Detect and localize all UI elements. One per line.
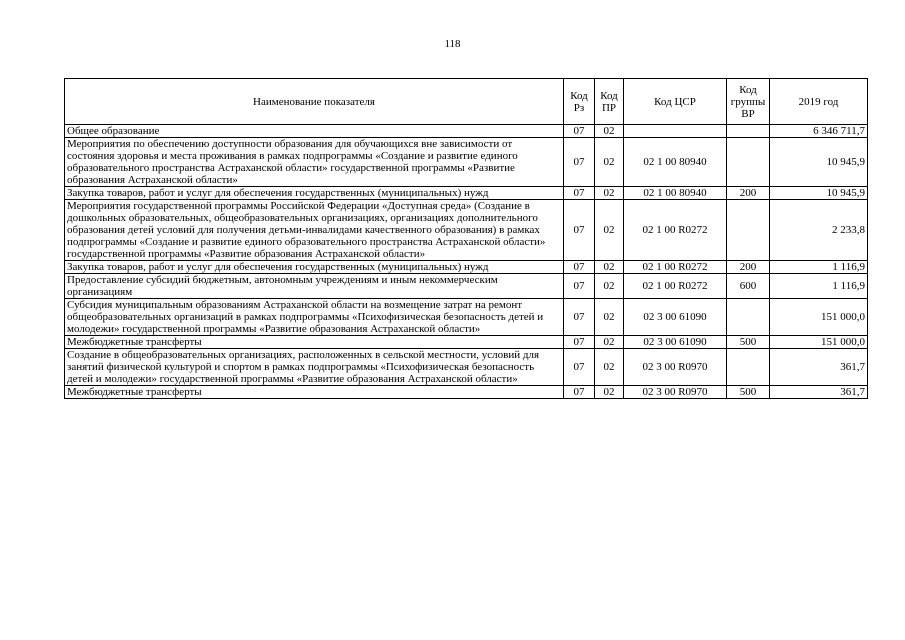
row-csr: 02 1 00 R0272 <box>624 261 727 274</box>
table-header <box>65 79 868 125</box>
row-vr: 200 <box>727 187 770 200</box>
row-rz: 07 <box>564 138 595 187</box>
row-sum: 151 000,0 <box>770 299 868 336</box>
header-rz: Код Рз <box>564 79 595 125</box>
row-sum: 6 346 711,7 <box>770 125 868 138</box>
row-name: Мероприятия по обеспечению доступности образования для обучающихся вне зависимости от состояния здоровья и места проживания в рамках подпрограммы «Создание и развитие единого образовательного пространства Астраханской области» государственной программы «Развитие образования Астраханской области» <box>65 138 564 187</box>
row-rz: 07 <box>564 299 595 336</box>
row-csr: 02 1 00 80940 <box>624 138 727 187</box>
row-vr <box>727 138 770 187</box>
row-vr: 500 <box>727 336 770 349</box>
row-pr: 02 <box>595 299 624 336</box>
row-rz: 07 <box>564 200 595 261</box>
table-row <box>65 299 868 336</box>
row-csr: 02 3 00 61090 <box>624 336 727 349</box>
row-vr: 200 <box>727 261 770 274</box>
row-sum: 361,7 <box>770 349 868 386</box>
row-name: Субсидия муниципальным образованиям Астраханской области на возмещение затрат на ремонт общеобразовательных организаций в рамках подпрограммы «Психофизическая безопасность детей и молодежи» государственной программы «Развитие образования Астраханской области» <box>65 299 564 336</box>
row-csr <box>624 125 727 138</box>
table-row <box>65 200 868 261</box>
row-vr: 600 <box>727 274 770 299</box>
row-rz: 07 <box>564 386 595 399</box>
table-row <box>65 261 868 274</box>
row-name: Закупка товаров, работ и услуг для обеспечения государственных (муниципальных) нужд <box>65 261 564 274</box>
row-sum: 1 116,9 <box>770 274 868 299</box>
row-pr: 02 <box>595 200 624 261</box>
header-row <box>65 79 868 125</box>
row-rz: 07 <box>564 336 595 349</box>
row-pr: 02 <box>595 138 624 187</box>
page-number: 118 <box>444 38 461 50</box>
row-csr: 02 1 00 R0272 <box>624 274 727 299</box>
budget-table <box>64 78 868 399</box>
row-pr: 02 <box>595 349 624 386</box>
row-pr: 02 <box>595 274 624 299</box>
row-pr: 02 <box>595 261 624 274</box>
row-csr: 02 1 00 80940 <box>624 187 727 200</box>
row-sum: 151 000,0 <box>770 336 868 349</box>
header-pr: Код ПР <box>595 79 624 125</box>
table-row <box>65 349 868 386</box>
row-csr: 02 3 00 R0970 <box>624 349 727 386</box>
header-csr: Код ЦСР <box>624 79 727 125</box>
row-vr <box>727 200 770 261</box>
row-rz: 07 <box>564 261 595 274</box>
row-name: Предоставление субсидий бюджетным, автономным учреждениям и иным некоммерческим организациям <box>65 274 564 299</box>
row-vr: 500 <box>727 386 770 399</box>
row-name: Мероприятия государственной программы Российской Федерации «Доступная среда» (Создание в дошкольных образовательных, общеобразовательных организациях, организациях дополнительного образования детей условий для получения детьми-инвалидами качественного образования) в рамках подпрограммы «Создание и развитие единого образовательного пространства Астраханской области» государственной программы «Развитие образования Астраханской области» <box>65 200 564 261</box>
row-pr: 02 <box>595 386 624 399</box>
table-row <box>65 336 868 349</box>
header-sum: 2019 год <box>770 79 868 125</box>
row-vr <box>727 125 770 138</box>
row-rz: 07 <box>564 349 595 386</box>
row-sum: 10 945,9 <box>770 187 868 200</box>
row-sum: 1 116,9 <box>770 261 868 274</box>
row-pr: 02 <box>595 187 624 200</box>
row-vr <box>727 349 770 386</box>
row-name: Закупка товаров, работ и услуг для обеспечения государственных (муниципальных) нужд <box>65 187 564 200</box>
row-pr: 02 <box>595 336 624 349</box>
table-row <box>65 187 868 200</box>
row-name: Общее образование <box>65 125 564 138</box>
table-body <box>65 125 868 399</box>
table-row <box>65 386 868 399</box>
table-row <box>65 125 868 138</box>
header-vr: Код группы ВР <box>727 79 770 125</box>
row-sum: 2 233,8 <box>770 200 868 261</box>
header-name: Наименование показателя <box>65 79 564 125</box>
row-sum: 10 945,9 <box>770 138 868 187</box>
table-row <box>65 138 868 187</box>
row-pr: 02 <box>595 125 624 138</box>
row-csr: 02 1 00 R0272 <box>624 200 727 261</box>
row-name: Создание в общеобразовательных организациях, расположенных в сельской местности, условий для занятий физической культурой и спортом в рамках подпрограммы «Психофизическая безопасность детей и молодежи» государственной программы «Развитие образования Астраханской области» <box>65 349 564 386</box>
row-rz: 07 <box>564 274 595 299</box>
row-vr <box>727 299 770 336</box>
row-rz: 07 <box>564 187 595 200</box>
table-row <box>65 274 868 299</box>
row-name: Межбюджетные трансферты <box>65 386 564 399</box>
row-csr: 02 3 00 61090 <box>624 299 727 336</box>
row-name: Межбюджетные трансферты <box>65 336 564 349</box>
row-rz: 07 <box>564 125 595 138</box>
row-sum: 361,7 <box>770 386 868 399</box>
row-csr: 02 3 00 R0970 <box>624 386 727 399</box>
